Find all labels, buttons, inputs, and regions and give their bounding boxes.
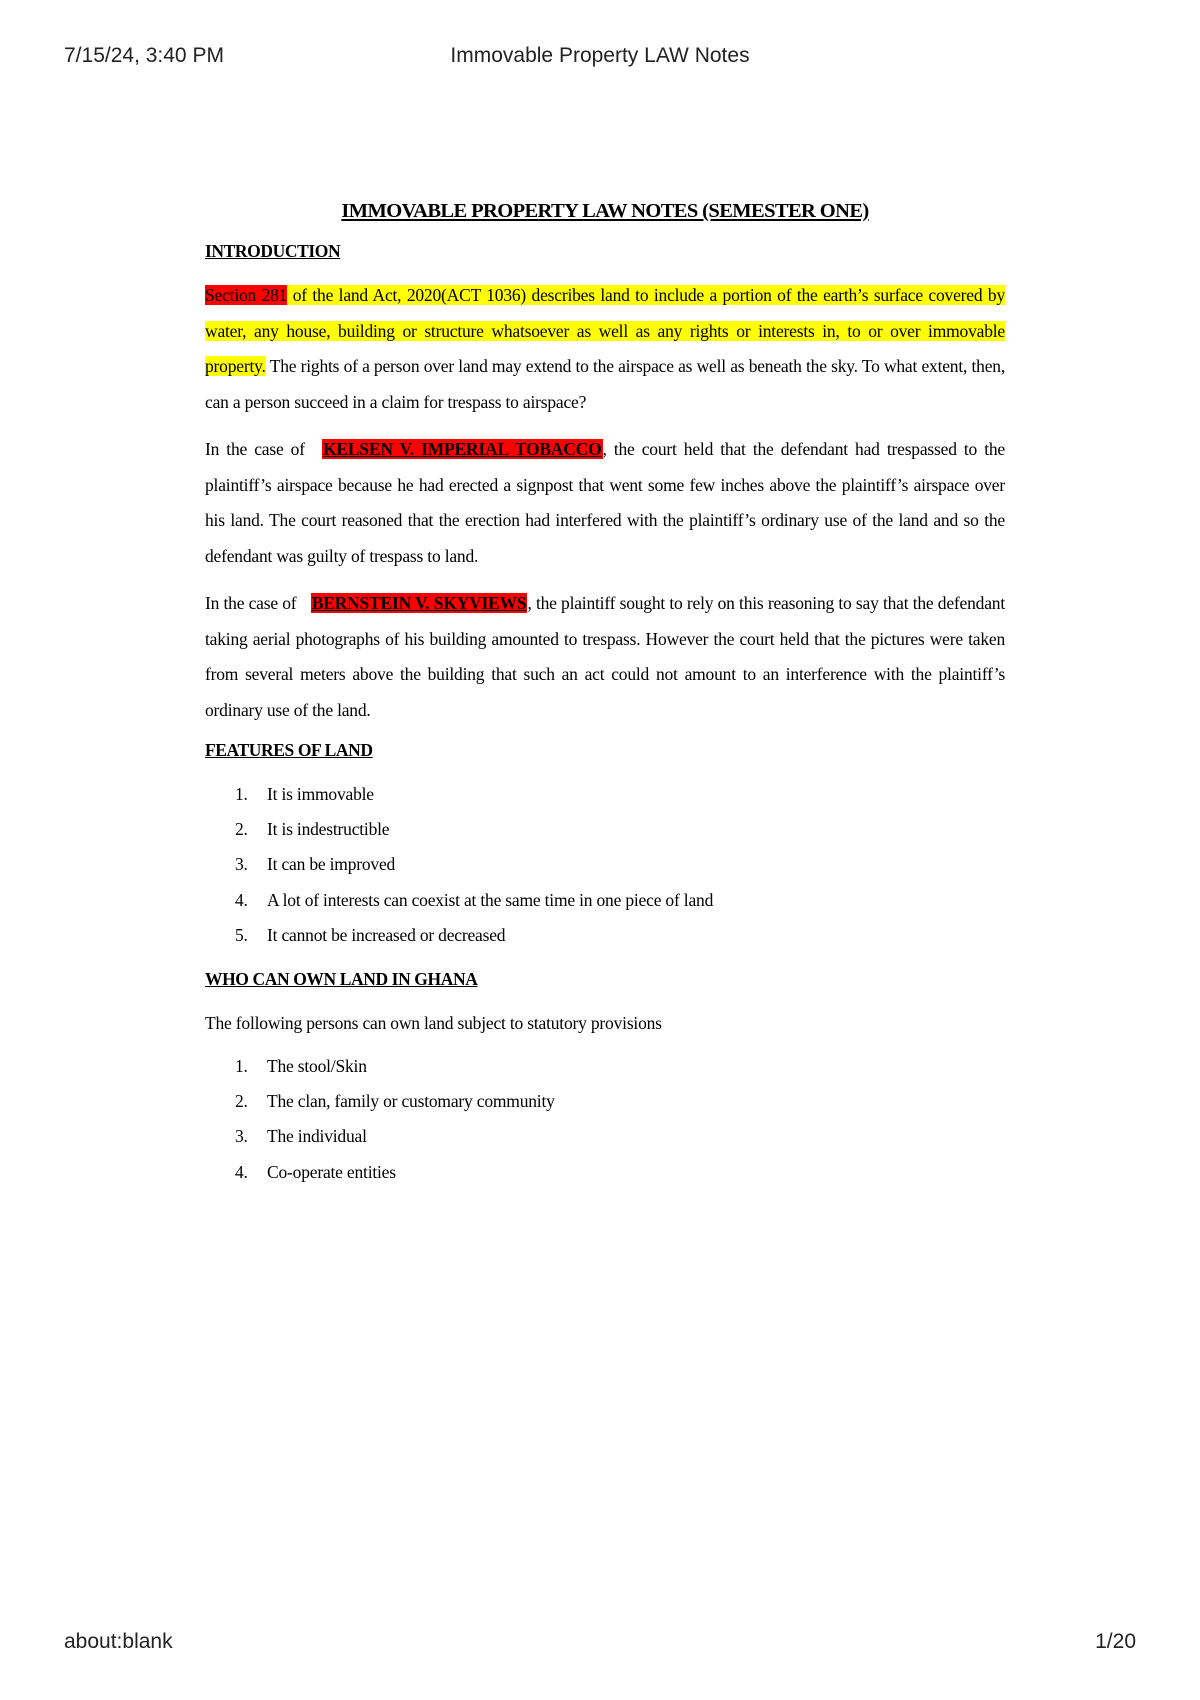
intro-paragraph-2-rest: , the court held that the defendant had trespassed to the plaintiff’s airspace because he had erected a signpost that went some few inches above the plaintiff’s airspace over his land. The court reasoned that the erection had interfered with the plaintiff’s ordinary use of the land and so the defendant was guilty of trespass to land. (205, 439, 1005, 566)
list-item: 3. It can be improved (235, 854, 396, 875)
print-header (64, 44, 1136, 72)
intro-paragraph-1-rest: The rights of a person over land may extend to the airspace as well as beneath the sky. To what extent, then, can a person succeed in a claim for trespass to airspace? (205, 356, 1005, 412)
intro-paragraph-2-lead: In the case of (205, 439, 312, 459)
section-heading-features: FEATURES OF LAND (205, 740, 373, 760)
intro-paragraph-3-rest: , the plaintiff sought to rely on this reasoning to say that the defendant taking aerial photographs of his building amounted to trespass. However the court held that the pictures were taken from several meters above the building that such an act could not amount to an interference with the plaintiff’s ordinary use of the land. (205, 593, 1005, 720)
print-page-title: Immovable Property LAW Notes (450, 44, 750, 67)
list-item: 1. The stool/Skin (235, 1056, 367, 1077)
highlight-land-definition: of the land Act, 2020(ACT 1036) describes land to include a portion of the earth’s surface covered by water, any house, building or structure whatsoever as well as any rights or interests in, to or over immovable property. (205, 285, 1005, 376)
list-item: 4. A lot of interests can coexist at the same time in one piece of land (235, 889, 714, 910)
list-item-text: The stool/Skin (267, 1056, 367, 1077)
list-item: 1. It is immovable (235, 784, 374, 804)
ownership-lead: The following persons can own land subject to statutory provisions (205, 1013, 662, 1034)
list-item: 4. Co-operate entities (235, 1161, 396, 1182)
intro-paragraph-3 (205, 586, 1005, 728)
list-item-text: It can be improved (267, 854, 396, 875)
list-item: 5. It cannot be increased or decreased (235, 924, 506, 945)
print-footer (64, 1630, 1136, 1658)
highlight-section-281: Section 281 (205, 285, 288, 305)
page-number: 1/20 (1095, 1630, 1136, 1653)
document-body (205, 200, 1005, 1206)
list-item-text: Co-operate entities (267, 1161, 396, 1182)
case-name-bernstein: BERNSTEIN V. SKYVIEWS (311, 593, 527, 613)
list-item: 2. The clan, family or customary community (235, 1091, 555, 1112)
list-item-text: A lot of interests can coexist at the same time in one piece of land (267, 889, 714, 910)
section-heading-introduction: INTRODUCTION (205, 241, 341, 261)
list-item: 2. It is indestructible (235, 819, 390, 840)
section-heading-ownership: WHO CAN OWN LAND IN GHANA (205, 969, 478, 990)
features-list (205, 777, 1005, 953)
list-item-text: The clan, family or customary community (267, 1091, 555, 1112)
list-item-text: It cannot be increased or decreased (267, 924, 506, 945)
intro-paragraph-3-lead: In the case of (205, 593, 301, 613)
document-title: IMMOVABLE PROPERTY LAW NOTES (SEMESTER ONE) (341, 200, 869, 222)
list-item: 3. The individual (235, 1126, 367, 1147)
print-url: about:blank (64, 1630, 173, 1653)
print-date-time: 7/15/24, 3:40 PM (64, 44, 224, 67)
intro-paragraph-2 (205, 432, 1005, 574)
ownership-list (205, 1049, 1005, 1190)
list-item-text: It is indestructible (267, 819, 390, 840)
list-item-text: The individual (267, 1126, 367, 1147)
intro-paragraph-1 (205, 278, 1005, 420)
case-name-kelsen: KELSEN V. IMPERIAL TOBACCO (322, 439, 602, 459)
list-item-text: It is immovable (267, 784, 374, 804)
